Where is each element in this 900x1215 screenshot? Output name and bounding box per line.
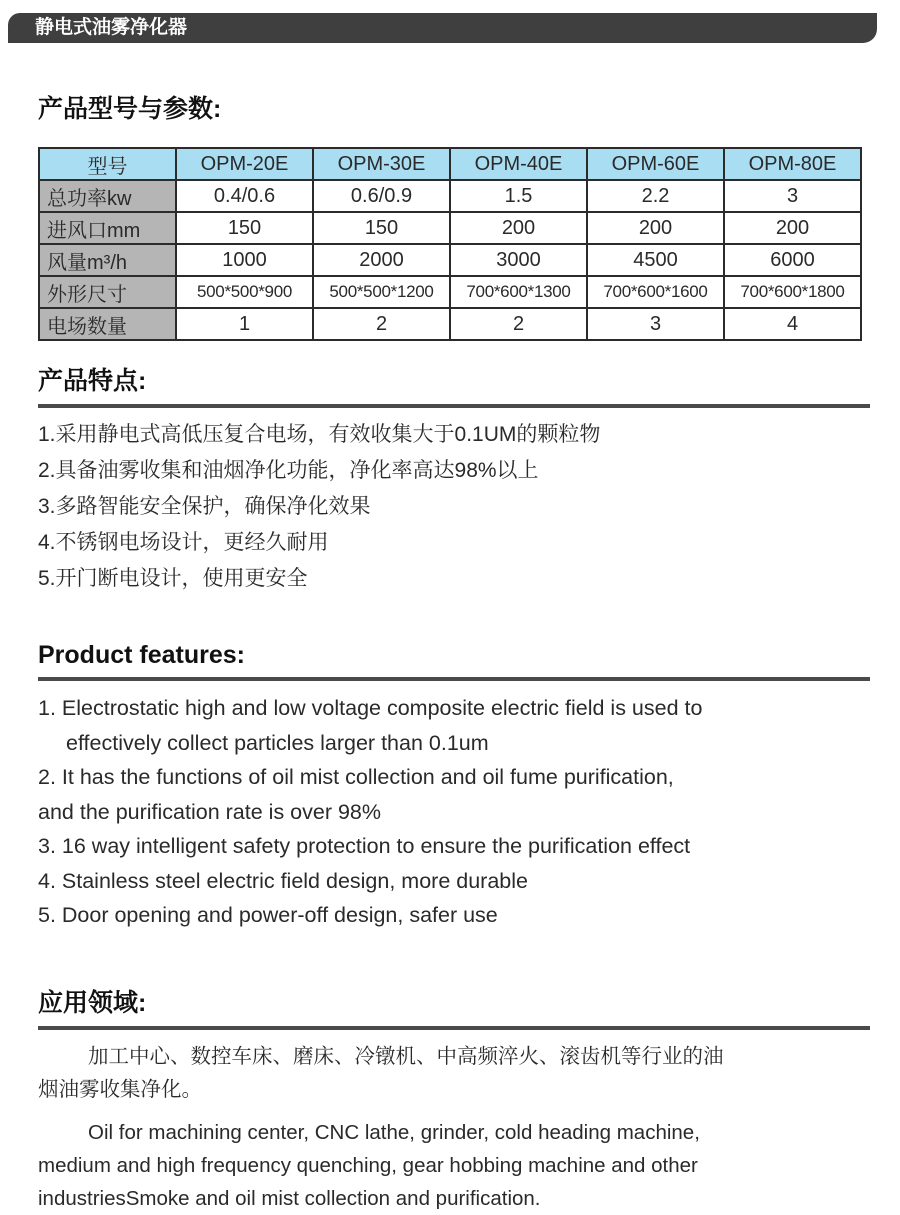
features-en-heading: Product features: — [38, 641, 870, 681]
col-header-opm60e: OPM-60E — [587, 148, 724, 180]
page-title: 静电式油雾净化器 — [35, 17, 188, 38]
table-row-airflow — [39, 244, 861, 276]
page-header-bar — [8, 13, 877, 43]
spec-cell: 150 — [176, 212, 313, 244]
spec-cell: 0.4/0.6 — [176, 180, 313, 212]
specs-heading: 产品型号与参数: — [38, 95, 222, 123]
paragraph-line: industriesSmoke and oil mist collection and purification. — [38, 1186, 541, 1210]
spec-cell: 2.2 — [587, 180, 724, 212]
list-item: and the purification rate is over 98% — [38, 799, 382, 824]
col-header-opm80e: OPM-80E — [724, 148, 861, 180]
spec-cell: 4500 — [587, 244, 724, 276]
applications-paragraph-cn — [38, 1040, 870, 1106]
table-row-fields — [39, 308, 861, 340]
spec-cell: 200 — [587, 212, 724, 244]
spec-cell: 2000 — [313, 244, 450, 276]
list-item: 5. Door opening and power-off design, safer use — [38, 903, 498, 927]
list-item: 5.开门断电设计，使用更安全 — [38, 567, 308, 590]
row-label: 进风口mm — [39, 212, 176, 244]
table-row-power — [39, 180, 861, 212]
spec-table-header-row — [39, 148, 861, 180]
spec-cell: 500*500*1200 — [313, 276, 450, 308]
spec-cell: 1.5 — [450, 180, 587, 212]
features-cn-heading: 产品特点: — [38, 361, 870, 408]
applications-paragraph-en — [38, 1116, 870, 1215]
spec-cell: 3 — [587, 308, 724, 340]
spec-cell: 2 — [313, 308, 450, 340]
spec-cell: 700*600*1800 — [724, 276, 861, 308]
page-content — [38, 89, 870, 1215]
col-header-opm30e: OPM-30E — [313, 148, 450, 180]
spec-cell: 700*600*1300 — [450, 276, 587, 308]
spec-cell: 200 — [450, 212, 587, 244]
applications-heading: 应用领域: — [38, 983, 870, 1030]
table-row-dimensions — [39, 276, 861, 308]
list-item: 1. Electrostatic high and low voltage composite electric field is used to — [38, 696, 703, 720]
spec-table — [38, 147, 862, 341]
col-header-opm20e: OPM-20E — [176, 148, 313, 180]
spec-cell: 3 — [724, 180, 861, 212]
list-item: 2.具备油雾收集和油烟净化功能，净化率高达98%以上 — [38, 459, 539, 482]
row-label: 总功率kw — [39, 180, 176, 212]
row-label: 电场数量 — [39, 308, 176, 340]
datasheet-page — [0, 13, 900, 1215]
table-row-inlet — [39, 212, 861, 244]
list-item: 4.不锈钢电场设计，更经久耐用 — [38, 531, 329, 554]
row-label: 外形尺寸 — [39, 276, 176, 308]
list-item: 2. It has the functions of oil mist collection and oil fume purification, — [38, 765, 674, 789]
spec-cell: 3000 — [450, 244, 587, 276]
spec-cell: 500*500*900 — [176, 276, 313, 308]
paragraph-line: Oil for machining center, CNC lathe, grinder, cold heading machine, — [88, 1120, 700, 1144]
list-item: 3.多路智能安全保护，确保净化效果 — [38, 495, 371, 518]
list-item: 4. Stainless steel electric field design, more durable — [38, 868, 528, 893]
spec-cell: 1 — [176, 308, 313, 340]
spec-cell: 4 — [724, 308, 861, 340]
list-item: 3. 16 way intelligent safety protection to ensure the purification effect — [38, 834, 691, 858]
list-item: 1.采用静电式高低压复合电场，有效收集大于0.1UM的颗粒物 — [38, 423, 601, 446]
spec-cell: 0.6/0.9 — [313, 180, 450, 212]
col-header-opm40e: OPM-40E — [450, 148, 587, 180]
features-cn-list — [38, 417, 870, 597]
spec-cell: 150 — [313, 212, 450, 244]
list-item: effectively collect particles larger than 0.1um — [66, 730, 489, 755]
features-en-list — [38, 691, 870, 933]
spec-cell: 2 — [450, 308, 587, 340]
col-header-model: 型号 — [39, 148, 176, 180]
spec-cell: 700*600*1600 — [587, 276, 724, 308]
paragraph-line: 加工中心、数控车床、磨床、冷镦机、中高频淬火、滚齿机等行业的油 — [88, 1044, 724, 1068]
paragraph-line: medium and high frequency quenching, gear hobbing machine and other — [38, 1153, 698, 1177]
paragraph-line: 烟油雾收集净化。 — [38, 1077, 202, 1101]
spec-cell: 200 — [724, 212, 861, 244]
row-label: 风量m³/h — [39, 244, 176, 276]
spec-cell: 6000 — [724, 244, 861, 276]
spec-cell: 1000 — [176, 244, 313, 276]
